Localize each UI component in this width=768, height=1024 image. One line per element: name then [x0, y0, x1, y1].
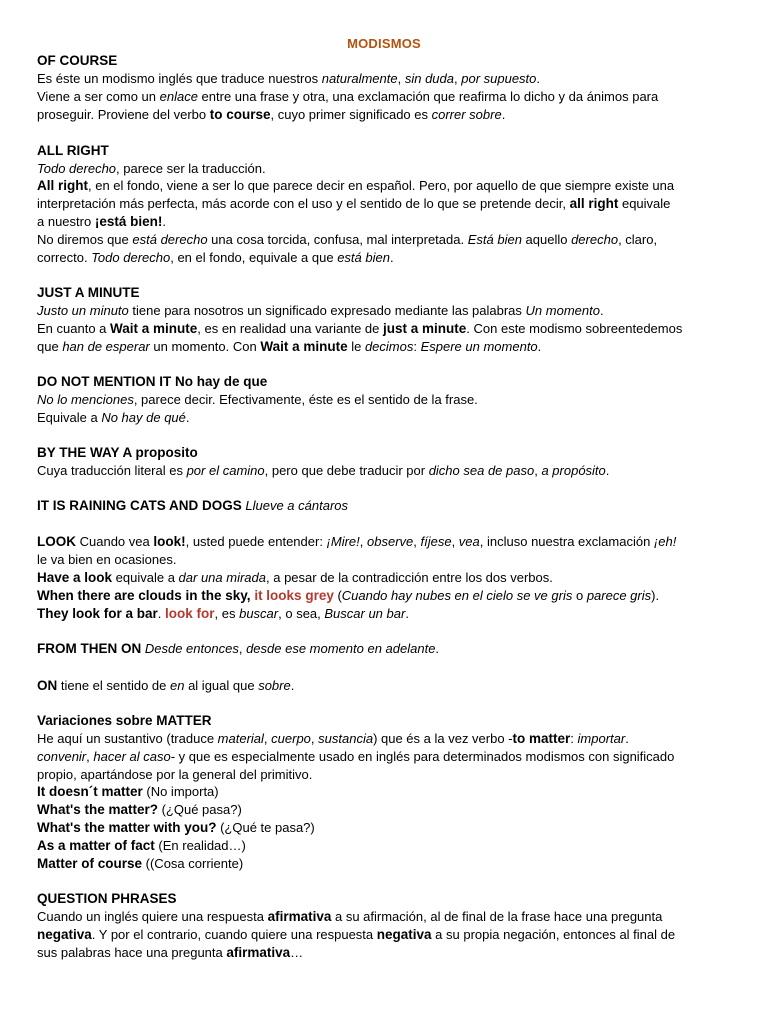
italic-text: vea: [458, 534, 480, 549]
plain-text: .: [599, 303, 604, 318]
plain-text: No diremos que: [37, 232, 133, 247]
text-line: [37, 926, 738, 944]
text-line: [37, 320, 738, 338]
italic-text: Espere un momento: [420, 339, 538, 354]
plain-text: , a pesar de la contradicción entre los dos verbos.: [266, 570, 553, 585]
plain-text: .: [162, 214, 166, 229]
italic-text: enlace: [159, 89, 198, 104]
text-line: [37, 338, 738, 356]
section-heading: [37, 712, 738, 730]
bold-term: They look for a bar: [37, 606, 158, 621]
italic-text: buscar: [239, 606, 279, 621]
plain-text: , incluso nuestra exclamación: [479, 534, 654, 549]
text-line: [37, 605, 738, 623]
text-line: [37, 160, 738, 178]
plain-text: (¿Qué te pasa?): [216, 820, 315, 835]
bold-term: ¡está bien!: [94, 214, 163, 229]
plain-text: Cuando vea: [76, 534, 154, 549]
italic-text: sobre: [258, 678, 291, 693]
text-line: [37, 213, 738, 231]
italic-text: ¡eh!: [653, 534, 677, 549]
plain-text: Cuya traducción literal es: [37, 463, 187, 478]
italic-text: importar: [577, 731, 626, 746]
bold-term: all right: [569, 196, 619, 211]
plain-text: ,: [238, 641, 247, 656]
plain-text: , es en realidad una variante de: [197, 321, 384, 336]
plain-text: al igual que: [184, 678, 259, 693]
plain-text: ,: [263, 731, 272, 746]
text-line: [37, 533, 738, 551]
plain-text: Equivale a: [37, 410, 102, 425]
plain-text: , usted puede entender:: [185, 534, 327, 549]
plain-text: , cuyo primer significado es: [270, 107, 432, 122]
italic-text: Llueve a cántaros: [241, 498, 348, 513]
heading-text: OF COURSE: [37, 53, 118, 68]
italic-text: naturalmente: [321, 71, 398, 86]
plain-text: Es éste un modismo inglés que traduce nuestros: [37, 71, 322, 86]
bold-term: It doesn´t matter: [37, 784, 143, 799]
plain-text: (¿Qué pasa?): [157, 802, 242, 817]
heading-text: JUST A MINUTE: [37, 285, 140, 300]
plain-text: (No importa): [142, 784, 219, 799]
plain-text: propio, apartándose por la general del primitivo.: [37, 767, 313, 782]
italic-text: a propósito: [541, 463, 606, 478]
plain-text: (En realidad…): [154, 838, 246, 853]
section-heading: [37, 890, 738, 908]
plain-text: a nuestro: [37, 214, 95, 229]
text-line: [37, 783, 738, 801]
plain-text: .: [290, 678, 295, 693]
italic-text: Justo un minuto: [37, 303, 129, 318]
plain-text: un momento. Con: [149, 339, 261, 354]
plain-text: a su propia negación, entonces al final de: [431, 927, 676, 942]
italic-text: No lo menciones: [37, 392, 134, 407]
plain-text: equivale a: [112, 570, 179, 585]
plain-text: proseguir. Proviene del verbo: [37, 107, 210, 122]
heading-text: Variaciones sobre MATTER: [37, 713, 212, 728]
text-line: [37, 908, 738, 926]
italic-text: No hay de qué: [101, 410, 186, 425]
plain-text: , pero que debe traducir por: [264, 463, 429, 478]
bold-term: just a minute: [383, 321, 467, 336]
text-line: [37, 551, 738, 569]
text-line: [37, 855, 738, 873]
italic-text: Desde entonces: [141, 641, 239, 656]
plain-text: , parece decir. Efectivamente, éste es el sentido de la frase.: [133, 392, 478, 407]
plain-text: o: [572, 588, 587, 603]
plain-text: ,: [310, 731, 319, 746]
plain-text: .: [185, 410, 190, 425]
plain-text: le va bien en ocasiones.: [37, 552, 177, 567]
bold-term: negativa: [37, 927, 92, 942]
plain-text: le: [347, 339, 365, 354]
text-line: [37, 837, 738, 855]
plain-text: En cuanto a: [37, 321, 110, 336]
italic-text: dicho sea de paso: [428, 463, 535, 478]
plain-text: ,: [413, 534, 421, 549]
text-line: [37, 730, 738, 748]
text-line: [37, 748, 738, 766]
text-line: [37, 587, 738, 605]
plain-text: ,: [86, 749, 94, 764]
text-line: [37, 88, 738, 106]
section-heading: [37, 444, 738, 462]
bold-term: As a matter of fact: [37, 838, 155, 853]
section-heading: [37, 373, 738, 391]
plain-text: , en el fondo, equivale a que: [170, 250, 338, 265]
plain-text: sus palabras hace una pregunta: [37, 945, 227, 960]
plain-text: , parece ser la traducción.: [116, 161, 266, 176]
plain-text: que: [37, 339, 63, 354]
italic-text: está derecho: [132, 232, 208, 247]
bold-term: afirmativa: [267, 909, 332, 924]
plain-text: . Y por el contrario, cuando quiere una respuesta: [91, 927, 377, 942]
plain-text: ,: [534, 463, 542, 478]
text-line: [37, 409, 738, 427]
plain-text: ,: [397, 71, 405, 86]
plain-text: ((Cosa corriente): [142, 856, 244, 871]
text-line: [37, 177, 738, 195]
text-line: [37, 231, 738, 249]
bold-term: Matter of course: [37, 856, 143, 871]
plain-text: .: [537, 339, 542, 354]
italic-text: cuerpo: [271, 731, 311, 746]
plain-text: .: [405, 606, 409, 621]
italic-text: han de esperar: [62, 339, 150, 354]
plain-text: correcto.: [37, 250, 92, 265]
plain-text: . Con este modismo sobreentedemos: [466, 321, 683, 336]
text-line: [37, 819, 738, 837]
bold-term: When there are clouds in the sky,: [37, 588, 255, 603]
plain-text: ).: [651, 588, 660, 603]
plain-text: ,: [451, 534, 459, 549]
italic-text: Todo derecho: [37, 161, 117, 176]
text-line: [37, 944, 738, 962]
section-heading: [37, 284, 738, 302]
italic-text: material: [217, 731, 264, 746]
italic-text: dar una mirada: [178, 570, 266, 585]
text-line: [37, 766, 738, 784]
plain-text: (: [333, 588, 342, 603]
italic-text: Un momento: [525, 303, 600, 318]
plain-text: ) que és a la vez verbo -: [373, 731, 513, 746]
heading-text: QUESTION PHRASES: [37, 891, 177, 906]
italic-text: en: [170, 678, 185, 693]
bold-term: to course: [209, 107, 271, 122]
text-line: [37, 195, 738, 213]
italic-text: sin duda: [404, 71, 454, 86]
bold-term: Wait a minute: [260, 339, 348, 354]
text-line: [37, 106, 738, 124]
text-line: [37, 569, 738, 587]
italic-text: por supuesto: [461, 71, 537, 86]
italic-text: Cuando hay nubes en el cielo se ve gris: [341, 588, 573, 603]
text-line: [37, 497, 738, 515]
italic-text: Está bien: [467, 232, 522, 247]
text-line: [37, 249, 738, 267]
highlight-term: it looks grey: [254, 588, 334, 603]
plain-text: :: [570, 731, 578, 746]
plain-text: .: [389, 250, 394, 265]
text-line: [37, 302, 738, 320]
italic-text: decimos: [364, 339, 414, 354]
italic-text: derecho: [571, 232, 619, 247]
bold-term: Have a look: [37, 570, 113, 585]
italic-text: desde ese momento en adelante: [246, 641, 436, 656]
plain-text: - y que es especialmente usado en inglés para determinados modismos con significado: [170, 749, 675, 764]
text-line: [37, 391, 738, 409]
plain-text: equivale: [618, 196, 671, 211]
plain-text: , en el fondo, viene a ser lo que parece decir en español. Pero, por aquello de que siempre existe una: [88, 178, 675, 193]
italic-text: observe: [367, 534, 414, 549]
document-title: MODISMOS: [347, 36, 421, 51]
italic-text: hacer al caso: [93, 749, 171, 764]
bold-term: ON: [37, 678, 58, 693]
text-line: [37, 801, 738, 819]
text-line: [37, 677, 738, 695]
plain-text: , claro,: [618, 232, 658, 247]
plain-text: entre una frase y otra, una exclamación que reafirma lo dicho y da ánimos para: [197, 89, 659, 104]
heading-text: IT IS RAINING CATS AND DOGS: [37, 498, 242, 513]
italic-text: está bien: [337, 250, 390, 265]
plain-text: .: [536, 71, 541, 86]
plain-text: .: [625, 731, 629, 746]
bold-term: All right: [37, 178, 88, 193]
section-heading: [37, 142, 738, 160]
plain-text: , es: [214, 606, 240, 621]
plain-text: una cosa torcida, confusa, mal interpretada.: [207, 232, 468, 247]
text-line: [37, 640, 738, 658]
italic-text: parece gris: [586, 588, 652, 603]
italic-text: Todo derecho: [91, 250, 171, 265]
plain-text: , o sea,: [278, 606, 325, 621]
heading-text: DO NOT MENTION IT No hay de que: [37, 374, 268, 389]
plain-text: …: [290, 945, 304, 960]
italic-text: por el camino: [186, 463, 265, 478]
italic-text: correr sobre: [431, 107, 502, 122]
italic-text: Buscar un bar: [324, 606, 406, 621]
plain-text: aquello: [521, 232, 572, 247]
plain-text: He aquí un sustantivo (traduce: [37, 731, 218, 746]
bold-term: afirmativa: [226, 945, 291, 960]
bold-term: negativa: [376, 927, 432, 942]
heading-text: BY THE WAY A proposito: [37, 445, 198, 460]
plain-text: interpretación más perfecta, más acorde con el uso y el sentido de lo que se pretende decir,: [37, 196, 570, 211]
bold-term: What's the matter?: [37, 802, 158, 817]
plain-text: .: [435, 641, 440, 656]
italic-text: fíjese: [420, 534, 452, 549]
plain-text: Cuando un inglés quiere una respuesta: [37, 909, 268, 924]
bold-term: What's the matter with you?: [37, 820, 217, 835]
heading-text: FROM THEN ON: [37, 641, 142, 656]
plain-text: .: [157, 606, 166, 621]
italic-text: sustancia: [318, 731, 374, 746]
plain-text: ,: [454, 71, 462, 86]
highlight-term: look for: [165, 606, 215, 621]
bold-term: look!: [153, 534, 186, 549]
bold-term: to matter: [512, 731, 571, 746]
plain-text: .: [605, 463, 610, 478]
plain-text: :: [413, 339, 421, 354]
italic-text: ¡Mire!: [326, 534, 360, 549]
plain-text: a su afirmación, al de final de la frase hace una pregunta: [331, 909, 663, 924]
plain-text: tiene el sentido de: [57, 678, 170, 693]
plain-text: Viene a ser como un: [37, 89, 160, 104]
bold-term: LOOK: [37, 534, 76, 549]
bold-term: Wait a minute: [110, 321, 198, 336]
plain-text: tiene para nosotros un significado expresado mediante las palabras: [128, 303, 526, 318]
text-line: [37, 462, 738, 480]
plain-text: .: [501, 107, 506, 122]
plain-text: ,: [359, 534, 367, 549]
text-line: [37, 70, 738, 88]
section-heading: [37, 52, 738, 70]
italic-text: convenir: [37, 749, 87, 764]
heading-text: ALL RIGHT: [37, 143, 109, 158]
